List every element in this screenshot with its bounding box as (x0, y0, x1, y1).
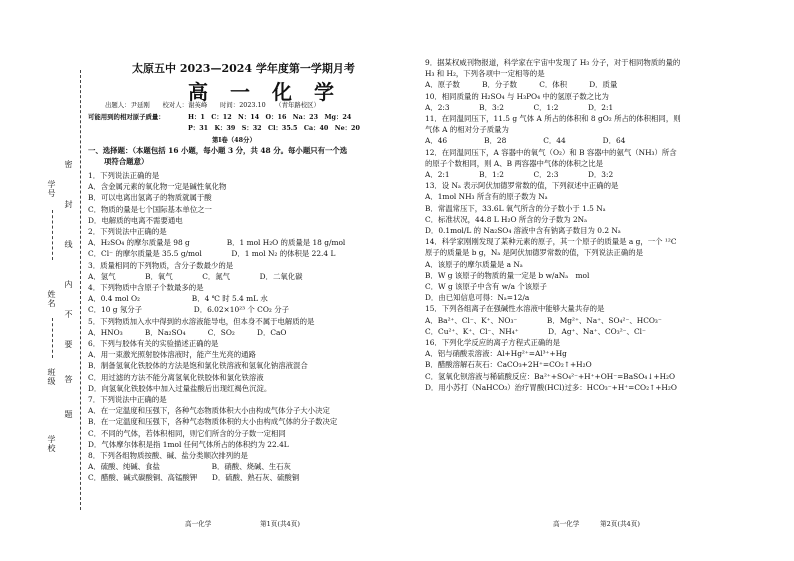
question-line: A．2:3 B．3:2 C．1:2 D．2:1 (425, 102, 614, 112)
seal-char: 封 (64, 200, 73, 209)
question-line: A．H₂SO₄ 的摩尔质量是 98 g B．1 mol H₂O 的质量是 18 g/mol (88, 238, 346, 248)
question-line: A．用一束激光照射胶体溶液时，能产生光亮的通路 (88, 350, 256, 360)
question-line: C．W g 该原子中含有 w/a 个该原子 (425, 282, 547, 292)
question-line: C．不同的气体，若体积相同，则它们所含的分子数一定相同 (88, 428, 286, 438)
footer-subject: 高一化学 (553, 520, 580, 528)
question-line: 1．下列说法正确的是 (88, 171, 160, 180)
question-line: D．0.1mol/L 的 Na₂SO₄ 溶液中含有钠离子数目为 0.2 Nₐ (425, 226, 621, 236)
question-line: C．氢氧化钡溶液与稀硫酸反应：Ba²⁺+SO₄²⁻+H⁺+OH⁻=BaSO₄↓+H₂O (425, 371, 676, 381)
question-line: A．氢气 B．氧气 C．氮气 D．二氧化碳 (88, 271, 303, 281)
question-line: A．2:1 B．1:2 C．2:3 D．3:2 (425, 170, 614, 180)
question-line: 4．下列物质中含原子个数最多的是 (88, 283, 204, 293)
blank-line (52, 210, 53, 260)
right-column (425, 57, 785, 393)
seal-char: 不 (64, 310, 73, 319)
question-line: C．Cl⁻ 的摩尔质量是 35.5 g/mol D．1 mol N₂ 的体积是 22.4 L (88, 249, 336, 259)
seal-char: 题 (64, 410, 73, 419)
question-line: 10．相同质量的 H₂SO₄ 与 H₃PO₄ 中的氢原子数之比为 (425, 91, 609, 101)
question-line: D．由已知信息可得：Nₐ=12/a (425, 293, 530, 303)
banji-label: 班级 (47, 368, 56, 386)
subject-title: 高一化学 (188, 80, 356, 104)
question-line: B．可以电离出氢离子的物质就属于酸 (88, 193, 212, 203)
question-line: A．HNO₃ B．Na₂SO₄ C．SO₂ D．CaO (88, 327, 287, 337)
question-line: 8．下列各组物质按酸、碱、盐分类顺次排列的是 (88, 451, 248, 461)
question-line: 5．下列物质加入水中得到的水溶液能导电，但本身不属于电解质的是 (88, 316, 315, 326)
question-line: A．铝与硝酸汞溶液：Al+Hg²⁺=Al³⁺+Hg (425, 349, 567, 359)
seal-char: 内 (64, 280, 73, 289)
question-line: 气体 A 的相对分子质量为 (425, 125, 509, 135)
atomic-mass-row: P：31 K：39 S：32 Cl：35.5 Ca：40 Ne：20 (188, 124, 360, 132)
question-line: 16．下列化学反应的离子方程式正确的是 (425, 338, 561, 348)
question-line: D．用小苏打（NaHCO₃）治疗胃酸(HCl)过多：HCO₃⁻+H⁺=CO₂↑+H₂O (425, 382, 677, 392)
question-line: B．W g 该原子的物质的量一定是 b w/aNₐ mol (425, 270, 590, 280)
footer-page: 第1页(共4页) (260, 520, 300, 528)
question-line: 13．设 Nₐ 表示阿伏加德罗常数的值，下列叙述中正确的是 (425, 181, 619, 191)
footer-subject: 高一化学 (185, 520, 212, 528)
question-line: A．Ba²⁺、Cl⁻、K⁺、NO₃⁻ B．Mg²⁺、Na⁺、SO₄²⁻、HCO₃⁻ (425, 315, 662, 325)
question-line: 3．质量相同的下列物质，含分子数最少的是 (88, 260, 234, 270)
question-line: A．硫酸、纯碱、食盐 B．硝酸、烧碱、生石灰 (88, 462, 291, 472)
question-line: 12．在同温同压下，A 容器中的氧气（O₂）和 B 容器中的氨气（NH₃）所含 (425, 147, 677, 157)
question-line: 6．下列与胶体有关的实验描述正确的是 (88, 339, 219, 349)
atomic-mass-label: 可能用到的相对原子质量： (88, 113, 165, 121)
seal-char: 密 (64, 160, 73, 169)
atomic-mass-row: H：1 C：12 N：14 O：16 Na：23 Mg：24 (188, 113, 352, 121)
xingming-label: 姓名 (47, 290, 56, 308)
question-line: C．醋酸、碱式碳酸铜、高锰酸钾 D．硫酸、熟石灰、硫酸铜 (88, 473, 300, 483)
question-line: 原子的质量是 b g，Nₐ 是阿伏加德罗常数的值，下列说法正确的是 (425, 248, 643, 258)
question-line: 15．下列各组离子在强碱性水溶液中能够大量共存的是 (425, 304, 605, 314)
seal-char: 线 (64, 240, 73, 249)
question-line: 的原子个数相同，则 A、B 两容器中气体的体积之比是 (425, 158, 604, 168)
question-line: D．向氢氧化铁胶体中加入过量盐酸后出现红褐色沉淀。 (88, 383, 272, 393)
question-line: A．在一定温度和压强下，各种气态物质体积大小由构成气体分子大小决定 (88, 406, 330, 416)
question-line: 14．科学家刚刚发现了某种元素的原子，其一个原子的质量是 a g，一个 ¹²C (425, 237, 677, 247)
question-line: A．含金属元素的氧化物一定是碱性氧化物 (88, 182, 227, 192)
footer-page: 第2页(共4页) (600, 520, 640, 528)
exam-meta: 出题人：尹延刚 校对人：谢英峰 时间：2023.10 （青年路校区） (105, 101, 320, 109)
question-line: A．原子数 B．分子数 C．体积 D．质量 (425, 80, 618, 90)
question-line: C．物质的量是七个国际基本单位之一 (88, 204, 212, 214)
question-line: 2．下列说法中正确的是 (88, 227, 167, 237)
seal-char: 要 (64, 340, 73, 349)
school-title: 太原五中 2023—2024 学年度第一学期月考 (132, 62, 355, 75)
seal-char: 答 (64, 375, 73, 384)
section-heading: 第Ⅰ卷（48分） (212, 136, 256, 144)
question-line: 7．下列说法中正确的是 (88, 395, 167, 405)
left-column (88, 170, 418, 484)
question-line: B．制备氢氧化铁胶体的方法是饱和氯化铁溶液和氢氧化钠溶液混合 (88, 361, 308, 371)
question-line: C．标准状况，44.8 L H₂O 所含的分子数为 2Nₐ (425, 214, 587, 224)
question-line: A．0.4 mol O₂ B．4 ℃ 时 5.4 mL 水 (88, 294, 268, 304)
question-line: H₃ 和 H₂，下列各项中一定相等的是 (425, 69, 545, 79)
question-line: A．该原子的摩尔质量是 a Nₐ (425, 259, 523, 269)
instruction-line: 项符合题意） (104, 157, 149, 166)
blank-line (52, 318, 53, 358)
question-line: D．气体摩尔体积是指 1mol 任何气体所占的体积约为 22.4L (88, 439, 289, 449)
question-line: B．醋酸溶解石灰石：CaCO₃+2H⁺=CO₂↑+H₂O (425, 360, 592, 370)
question-line: C．用过滤的方法不能分离氢氧化铁胶体和氯化铁溶液 (88, 372, 264, 382)
instruction-line: 一、选择题：（本题包括 16 小题，每小题 3 分，共 48 分。每小题只有一个选 (88, 146, 348, 155)
question-line: 11．在同温同压下，11.5 g 气体 A 所占的体积和 8 gO₂ 所占的体积相同，则 (425, 114, 681, 124)
question-line: C．10 g 氖分子 D．6.02×10²³ 个 CO₂ 分子 (88, 305, 289, 315)
question-line: A．1mol NH₃ 所含有的原子数为 Nₐ (425, 192, 548, 202)
question-line: B．常温常压下，33.6L 氧气所含的分子数小于 1.5 Nₐ (425, 203, 606, 213)
question-line: B．在一定温度和压强下，各种气态物质体积的大小由构成气体的分子数决定 (88, 417, 338, 427)
xuexiao-label: 学校 (47, 435, 56, 453)
question-line: 9．据某权威刊物报道，科学家在宇宙中发现了 H₃ 分子，对于相同物质的量的 (425, 58, 681, 67)
question-line: C．Cu²⁺、K⁺、Cl⁻、NH₄⁺ D．Ag⁺、Na⁺、CO₃²⁻、Cl⁻ (425, 326, 646, 336)
question-line: A．46 B．28 C．44 D．64 (425, 136, 626, 146)
seal-line (80, 70, 81, 510)
question-line: D．电解质的电离不需要通电 (88, 215, 183, 225)
xuehao-label: 学号 (47, 180, 56, 198)
